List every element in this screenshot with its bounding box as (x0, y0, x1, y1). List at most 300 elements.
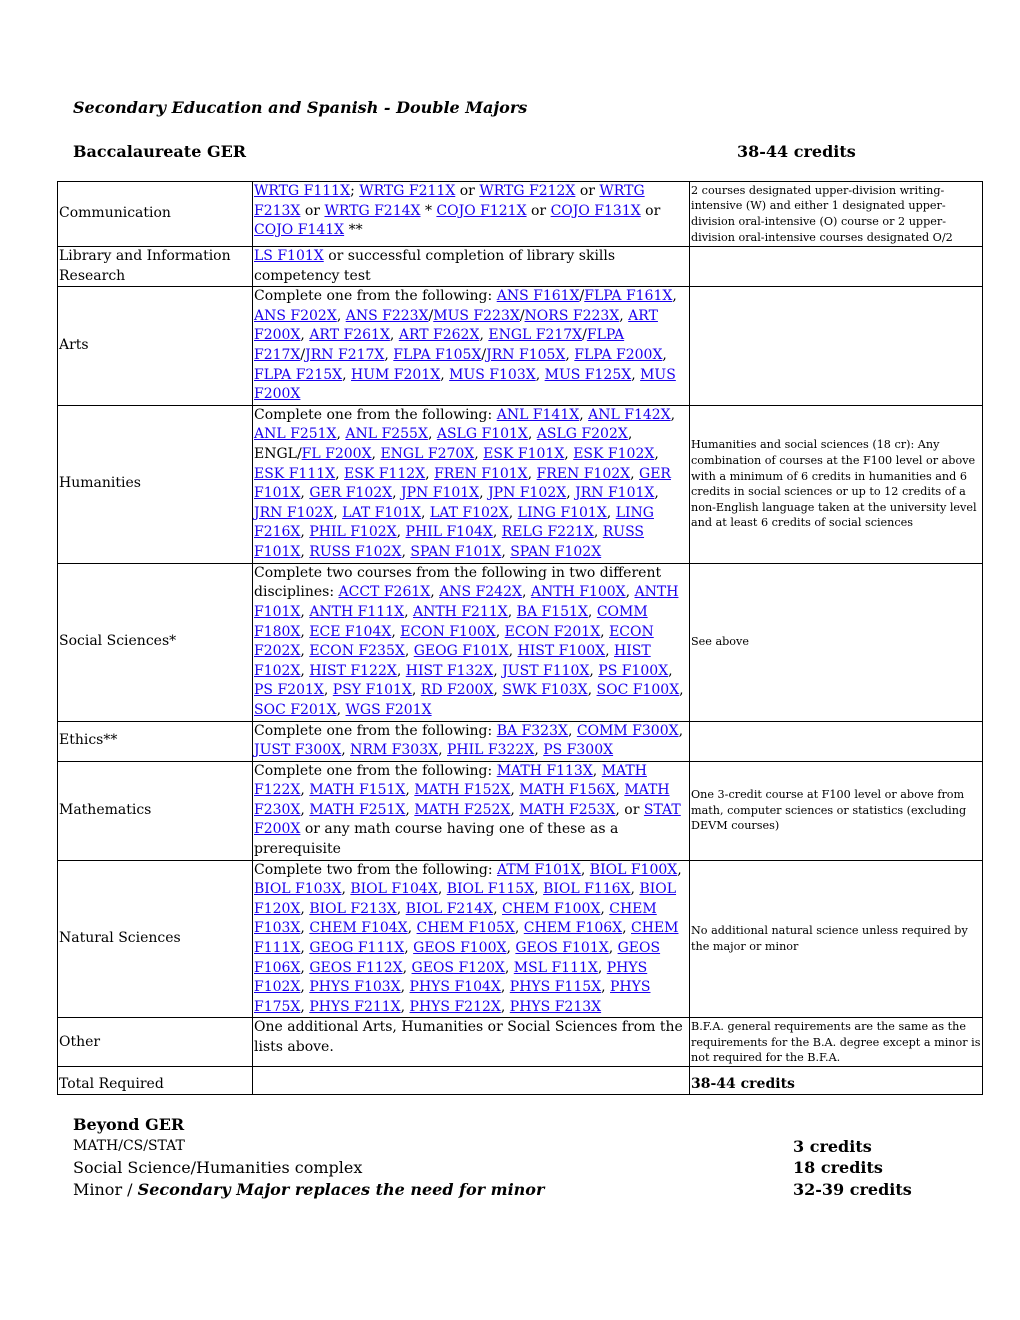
ger-area-label: Humanities (58, 405, 253, 563)
requirement-text: , (606, 504, 616, 521)
course-link[interactable]: ANL F141X (496, 406, 580, 423)
course-link[interactable]: SWK F103X (502, 682, 588, 699)
requirement-text: , (501, 543, 511, 560)
course-link[interactable]: BIOL F104X (350, 881, 438, 898)
requirement-text: / (582, 327, 587, 344)
course-link[interactable]: WRTG F214X (324, 202, 421, 219)
requirement-text: , (625, 584, 635, 601)
course-link[interactable]: ESK F111X (254, 465, 336, 482)
ger-requirement (253, 287, 690, 406)
course-link[interactable]: CHEM F104X (309, 920, 408, 937)
ger-notes: No additional natural science unless required by the major or minor (690, 860, 983, 1018)
requirement-text: , (427, 426, 437, 443)
requirement-text: , (535, 366, 545, 383)
beyond-row-minor-value: 32-39 credits (793, 1180, 912, 1199)
ger-requirement (253, 405, 690, 563)
total-label: Total Required (58, 1067, 253, 1095)
ger-table-body (58, 182, 983, 1067)
requirement-text: Complete one from the following: (254, 406, 497, 423)
course-link[interactable]: BIOL F213X (309, 900, 397, 917)
course-link[interactable]: ACCT F261X (338, 584, 431, 601)
ger-notes: See above (690, 563, 983, 721)
requirement-text: * (420, 202, 437, 219)
course-link[interactable]: HIST F132X (405, 662, 494, 679)
course-link[interactable]: ANTH F111X (309, 603, 405, 620)
course-link[interactable]: WRTG F213X (254, 183, 645, 219)
requirement-text: , or (615, 801, 644, 818)
requirement-text: , (300, 603, 310, 620)
course-link[interactable]: RUSS F102X (309, 543, 402, 560)
requirement-text: , (479, 327, 489, 344)
requirement-text: , (500, 979, 510, 996)
course-link[interactable]: ESK F101X (483, 445, 565, 462)
course-link[interactable]: COMM F180X (254, 603, 648, 640)
course-link[interactable]: NRM F303X (350, 742, 439, 759)
course-link[interactable]: MATH F252X (414, 801, 511, 818)
requirement-text: , (565, 346, 575, 363)
requirement-text: , (341, 881, 351, 898)
requirement-text: or (526, 202, 551, 219)
requirement-text: , (341, 742, 351, 759)
requirement-text: , (510, 782, 520, 799)
requirement-text: , (677, 861, 682, 878)
course-link[interactable]: ART F262X (398, 327, 480, 344)
requirement-text: Complete two courses from the following in two different disciplines: (254, 564, 662, 601)
ger-row (58, 1018, 983, 1067)
requirement-text: , (336, 426, 346, 443)
course-link[interactable]: ENGL F270X (380, 445, 475, 462)
course-link[interactable]: MUS F223X (433, 307, 520, 324)
ger-requirement (253, 563, 690, 721)
requirement-text: , (300, 998, 310, 1015)
requirement-text: , (333, 504, 343, 521)
course-link[interactable]: FLPA F161X (584, 288, 673, 305)
course-link[interactable]: SOC F100X (596, 682, 680, 699)
course-link[interactable]: RELG F221X (501, 524, 594, 541)
requirement-text: ** (344, 222, 363, 239)
course-link[interactable]: ANL F251X (254, 426, 337, 443)
course-link[interactable]: FREN F102X (536, 465, 631, 482)
course-link[interactable]: LS F101X (254, 248, 324, 264)
course-link[interactable]: LING F216X (254, 504, 654, 541)
course-link[interactable]: ANS F242X (439, 584, 522, 601)
requirement-text: , (510, 801, 520, 818)
ger-row (58, 860, 983, 1018)
course-link[interactable]: ANS F202X (254, 307, 337, 324)
course-link[interactable]: CHEM F106X (523, 920, 623, 937)
course-link[interactable]: PHYS F213X (509, 998, 602, 1015)
course-link[interactable]: ANTH F100X (530, 584, 626, 601)
requirement-text: , (335, 465, 345, 482)
course-link[interactable]: GEOS F100X (413, 940, 507, 957)
course-link[interactable]: SOC F201X (254, 701, 337, 718)
course-link[interactable]: PHIL F102X (309, 524, 397, 541)
requirement-text: or any math course having one of these as a prerequisite (254, 821, 619, 858)
course-link[interactable]: ENGL F217X (488, 327, 583, 344)
course-link[interactable]: MATH F253X (519, 801, 616, 818)
course-link[interactable]: PHYS F175X (254, 979, 651, 1015)
course-link[interactable]: WRTG F211X (359, 183, 456, 199)
requirement-text: , (654, 485, 659, 502)
course-link[interactable]: BA F151X (516, 603, 588, 620)
ger-notes (690, 247, 983, 287)
requirement-text: , (405, 782, 415, 799)
requirement-text: , (438, 742, 447, 759)
course-link[interactable]: FLPA F105X (393, 346, 482, 363)
course-link[interactable]: CHEM F103X (254, 900, 657, 937)
course-link[interactable]: ECON F201X (504, 623, 601, 640)
course-link[interactable]: SPAN F102X (510, 543, 602, 560)
course-link[interactable]: CHEM F105X (416, 920, 515, 937)
course-link[interactable]: JUST F110X (502, 662, 590, 679)
requirement-text: , (672, 288, 677, 305)
requirement-text: or (300, 202, 325, 219)
course-link[interactable]: ANL F255X (345, 426, 428, 443)
course-link[interactable]: PHYS F212X (409, 998, 501, 1015)
course-link[interactable]: MSL F111X (513, 959, 598, 976)
course-link[interactable]: PHIL F104X (405, 524, 493, 541)
course-link[interactable]: WRTG F212X (479, 183, 576, 199)
requirement-text: , (579, 406, 589, 423)
course-link[interactable]: LAT F101X (342, 504, 422, 521)
course-link[interactable]: FL F200X (301, 445, 372, 462)
requirement-text: , (407, 920, 417, 937)
course-link[interactable]: JRN F217X (305, 346, 385, 363)
requirement-text: , (400, 979, 410, 996)
course-link[interactable]: HIST F102X (254, 643, 651, 679)
beyond-row-complex-label: Social Science/Humanities complex (73, 1158, 363, 1177)
requirement-text: , (425, 465, 435, 482)
ger-area-label: Ethics** (58, 721, 253, 761)
beyond-row-minor-label (73, 1180, 544, 1199)
ger-area-label: Natural Sciences (58, 860, 253, 1018)
requirement-text: , (300, 623, 310, 640)
secondary-major-note: Secondary Major replaces the need for minor (137, 1180, 545, 1199)
ger-notes (690, 721, 983, 761)
requirement-text: Complete one from the following: (254, 722, 497, 739)
requirement-text: , (300, 643, 310, 660)
requirement-text: , (300, 485, 310, 502)
requirement-text: , (587, 603, 597, 620)
requirement-text: , (527, 465, 537, 482)
requirement-text: or successful completion of library skills competency test (254, 248, 616, 284)
total-row (58, 1067, 983, 1095)
requirement-text: or (455, 183, 480, 199)
course-link[interactable]: FREN F101X (434, 465, 528, 482)
requirement-text: , (566, 485, 576, 502)
course-link[interactable]: RUSS F101X (254, 524, 645, 560)
course-link[interactable]: JRN F102X (254, 504, 334, 521)
requirement-text: , (300, 524, 310, 541)
ger-notes: B.F.A. general requirements are the same as the requirements for the B.A. degree except a minor is not required for the B.F.A. (690, 1018, 983, 1067)
course-link[interactable]: ATM F101X (497, 861, 581, 878)
minor-label: Minor / (73, 1180, 138, 1199)
requirement-text: , (396, 524, 406, 541)
course-link[interactable]: MATH F251X (309, 801, 406, 818)
ger-credits: 38-44 credits (737, 142, 856, 161)
requirement-text: , (508, 504, 518, 521)
course-link[interactable]: GER F102X (309, 485, 393, 502)
requirement-text: , (300, 940, 310, 957)
requirement-text: , (437, 881, 447, 898)
ger-notes: 2 courses designated upper-division writing-intensive (W) and either 1 designated upper-division oral-intensive (O) course or 2 upper-division oral-intensive courses designated O/2 (690, 182, 983, 247)
requirement-text: , (300, 801, 310, 818)
course-link[interactable]: SPAN F101X (410, 543, 502, 560)
requirement-text: , (493, 662, 503, 679)
requirement-text: , (300, 959, 310, 976)
requirement-text: , (389, 327, 399, 344)
requirement-text: , (421, 504, 430, 521)
requirement-text: , (600, 623, 610, 640)
requirement-text: , (608, 940, 618, 957)
requirement-text: , (300, 900, 310, 917)
requirement-text: , (615, 782, 625, 799)
course-link[interactable]: LING F101X (517, 504, 607, 521)
course-link[interactable]: BIOL F214X (405, 900, 494, 917)
requirement-text: , (396, 662, 406, 679)
requirement-text: , (580, 861, 590, 878)
requirement-text: , (495, 623, 505, 640)
course-link[interactable]: PHIL F322X (447, 742, 535, 759)
ger-notes: One 3-credit course at F100 level or above from math, computer sciences or statistics (excluding DEVM courses) (690, 761, 983, 860)
requirement-text: , (679, 682, 684, 699)
requirement-text: , (300, 920, 310, 937)
requirement-text: , (527, 426, 537, 443)
beyond-ger-heading: Beyond GER (73, 1115, 185, 1134)
ger-row (58, 247, 983, 287)
course-link[interactable]: ART F200X (254, 307, 658, 344)
requirement-text: , (630, 881, 640, 898)
ger-area-label: Library and Information Research (58, 247, 253, 287)
course-link[interactable]: ANL F142X (588, 406, 671, 423)
course-link[interactable]: ASLG F101X (436, 426, 528, 443)
requirement-text: , (514, 920, 524, 937)
course-link[interactable]: LAT F102X (429, 504, 509, 521)
ger-heading: Baccalaureate GER (73, 142, 247, 161)
beyond-row-complex-value: 18 credits (793, 1158, 883, 1177)
requirement-text: , (440, 366, 450, 383)
ger-requirement (253, 247, 690, 287)
requirement-text: , (493, 682, 503, 699)
course-link[interactable]: BA F323X (496, 722, 568, 739)
course-link[interactable]: GEOS F101X (515, 940, 609, 957)
ger-row (58, 721, 983, 761)
requirement-text: , (508, 643, 518, 660)
course-link[interactable]: GEOS F120X (411, 959, 505, 976)
requirement-text: , (479, 485, 489, 502)
requirement-text: , (500, 998, 510, 1015)
course-link[interactable]: BIOL F100X (589, 861, 678, 878)
course-link[interactable]: FLPA F217X (254, 327, 625, 363)
course-link[interactable]: GEOG F111X (309, 940, 405, 957)
ger-area-label: Arts (58, 287, 253, 406)
beyond-row-math-value: 3 credits (793, 1137, 872, 1156)
course-link[interactable]: COJO F131X (550, 202, 641, 219)
requirement-text: , (587, 682, 597, 699)
course-link[interactable]: JRN F101X (575, 485, 655, 502)
requirement-text: , (619, 307, 629, 324)
course-link[interactable]: BIOL F120X (254, 881, 677, 917)
course-link[interactable]: RD F200X (420, 682, 494, 699)
course-link[interactable]: HIST F122X (309, 662, 397, 679)
course-link[interactable]: MATH F156X (519, 782, 616, 799)
course-link[interactable]: ANTH F211X (412, 603, 508, 620)
requirement-text: Complete one from the following: (254, 762, 497, 779)
requirement-text: , (300, 662, 310, 679)
requirement-text: Complete two from the following: (254, 861, 497, 878)
requirement-text: , (597, 959, 607, 976)
beyond-row-math-label: MATH/CS/STAT (73, 1138, 185, 1154)
course-link[interactable]: JUST F300X (254, 742, 342, 759)
requirement-text: Complete one from the following: (254, 288, 497, 305)
requirement-text: , (384, 346, 394, 363)
requirement-text: , (670, 406, 676, 423)
course-link[interactable]: ART F261X (309, 327, 390, 344)
course-link[interactable]: ECE F104X (309, 623, 392, 640)
requirement-text: , (678, 722, 684, 739)
requirement-text: , (371, 445, 381, 462)
course-link[interactable]: MATH F151X (309, 782, 406, 799)
requirement-text: or (575, 183, 600, 199)
requirement-text: / (481, 346, 487, 363)
course-link[interactable]: CHEM F111X (254, 920, 679, 957)
course-link[interactable]: ANS F161X (496, 288, 580, 305)
ger-requirement (253, 721, 690, 761)
requirement-text: , (392, 485, 402, 502)
requirement-text: , (300, 782, 310, 799)
course-link[interactable]: ANTH F101X (254, 584, 679, 620)
course-link[interactable]: ANS F223X (345, 307, 429, 324)
requirement-text: , (521, 584, 531, 601)
course-link[interactable]: ESK F112X (344, 465, 426, 482)
requirement-text: , (589, 662, 599, 679)
requirement-text: , ENGL/ (254, 426, 633, 462)
course-link[interactable]: MATH F230X (254, 782, 670, 818)
course-link[interactable]: MATH F152X (414, 782, 511, 799)
ger-requirement (253, 860, 690, 1018)
course-link[interactable]: WGS F201X (345, 701, 432, 718)
requirement-text: , (493, 900, 503, 917)
requirement-text: , (600, 900, 610, 917)
ger-row (58, 405, 983, 563)
course-link[interactable]: PSY F101X (332, 682, 412, 699)
requirement-text: , (405, 801, 415, 818)
course-link[interactable]: MATH F122X (254, 762, 647, 799)
requirement-text: , (336, 307, 346, 324)
course-link[interactable]: CHEM F100X (502, 900, 601, 917)
requirement-text: , (300, 543, 310, 560)
course-link[interactable]: COJO F141X (254, 222, 345, 239)
requirement-text: , (391, 623, 401, 640)
course-link[interactable]: MUS F125X (544, 366, 632, 383)
ger-requirement (253, 182, 690, 247)
course-link[interactable]: JRN F105X (486, 346, 566, 363)
requirement-text: , (668, 662, 673, 679)
course-link[interactable]: COJO F121X (436, 202, 527, 219)
requirement-text: One additional Arts, Humanities or Social Sciences from the lists above. (254, 1019, 683, 1055)
course-link[interactable]: COMM F300X (576, 722, 679, 739)
course-link[interactable]: FLPA F200X (574, 346, 663, 363)
document-title: Secondary Education and Spanish - Double Majors (73, 98, 528, 117)
requirement-text: , (504, 959, 514, 976)
requirement-text: , (592, 762, 602, 779)
requirement-text: , (631, 366, 641, 383)
requirement-text: , (601, 979, 611, 996)
requirement-text: , (300, 979, 310, 996)
course-link[interactable]: JPN F101X (401, 485, 480, 502)
course-link[interactable]: STAT F200X (254, 801, 681, 838)
requirement-text: / (300, 346, 306, 363)
requirement-text: , (430, 584, 440, 601)
course-link[interactable]: MUS F200X (254, 366, 676, 403)
course-link[interactable]: ECON F202X (254, 623, 654, 660)
course-link[interactable]: HIST F100X (517, 643, 606, 660)
requirement-text: , (630, 465, 640, 482)
ger-row (58, 182, 983, 247)
course-link[interactable]: ESK F102X (573, 445, 655, 462)
ger-area-label: Communication (58, 182, 253, 247)
requirement-text: , (300, 327, 310, 344)
requirement-text: , (400, 998, 410, 1015)
course-link[interactable]: MUS F103X (449, 366, 536, 383)
course-link[interactable]: GER F101X (254, 465, 671, 502)
requirement-text: , (564, 445, 574, 462)
requirement-text: or (640, 202, 661, 219)
course-link[interactable]: NORS F223X (524, 307, 620, 324)
course-link[interactable]: ASLG F202X (536, 426, 628, 443)
total-value: 38-44 credits (690, 1067, 983, 1095)
course-link[interactable]: PHYS F102X (254, 959, 648, 996)
course-link[interactable]: PHYS F211X (309, 998, 401, 1015)
course-link[interactable]: BIOL F116X (543, 881, 631, 898)
requirement-text: , (622, 920, 632, 937)
requirement-text: , (662, 346, 667, 363)
course-link[interactable]: BIOL F103X (254, 881, 342, 898)
ger-table (57, 181, 983, 1095)
course-link[interactable]: HUM F201X (351, 366, 441, 383)
ger-requirement (253, 1018, 690, 1067)
course-link[interactable]: GEOS F106X (254, 940, 661, 976)
ger-requirement (253, 761, 690, 860)
requirement-text: , (323, 682, 333, 699)
requirement-text: ; (350, 183, 360, 199)
course-link[interactable]: BIOL F115X (446, 881, 535, 898)
course-link[interactable]: PS F100X (598, 662, 669, 679)
course-link[interactable]: GEOG F101X (413, 643, 509, 660)
course-link[interactable]: PHYS F115X (509, 979, 602, 996)
requirement-text: , (534, 742, 544, 759)
requirement-text: , (506, 940, 516, 957)
course-link[interactable]: PHYS F104X (409, 979, 501, 996)
course-link[interactable]: PS F201X (254, 682, 324, 699)
course-link[interactable]: PHYS F103X (309, 979, 401, 996)
course-link[interactable]: JPN F102X (488, 485, 567, 502)
requirement-text: , (336, 701, 346, 718)
requirement-text: , (605, 643, 614, 660)
course-link[interactable]: ECON F235X (309, 643, 405, 660)
course-link[interactable]: FLPA F215X (254, 366, 343, 383)
course-link[interactable]: MATH F113X (496, 762, 593, 779)
course-link[interactable]: ECON F100X (400, 623, 496, 640)
course-link[interactable]: PS F300X (543, 742, 614, 759)
requirement-text: , (534, 881, 544, 898)
requirement-text: / (579, 288, 585, 305)
course-link[interactable]: GEOS F112X (309, 959, 403, 976)
requirement-text: , (593, 524, 603, 541)
requirement-text: , (342, 366, 352, 383)
course-link[interactable]: WRTG F111X (254, 183, 351, 199)
requirement-text: / (519, 307, 525, 324)
